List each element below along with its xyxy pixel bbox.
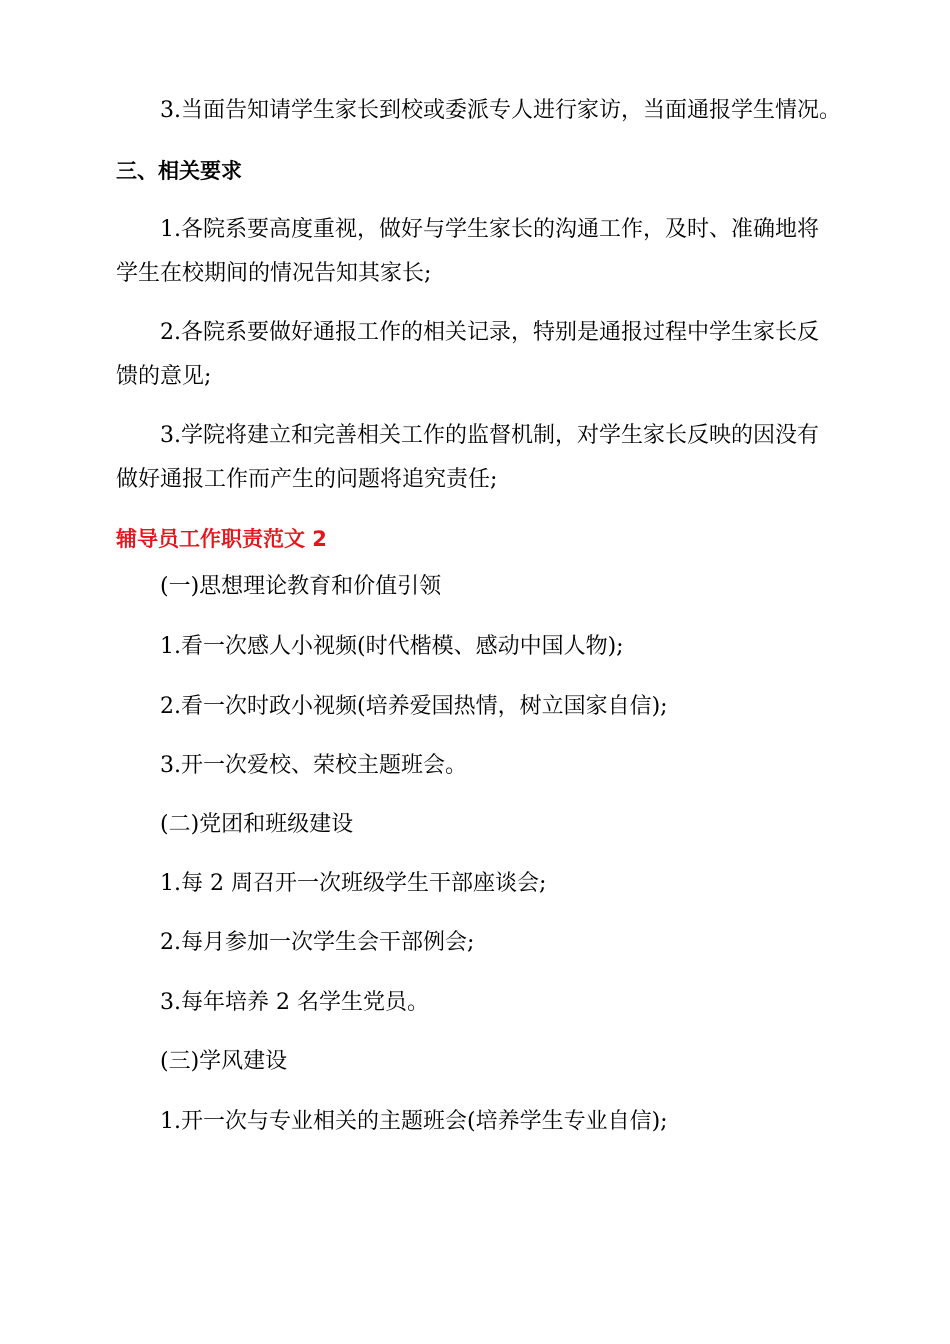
paragraph-item-3-line-2: 做好通报工作而产生的问题将追究责任; — [116, 467, 498, 492]
paragraph-item-2-line-2: 馈的意见; — [116, 364, 212, 389]
paragraph-item-1-line-2: 学生在校期间的情况告知其家长; — [116, 261, 432, 286]
paragraph-item-2-line-1: 2.各院系要做好通报工作的相关记录，特别是通报过程中学生家长反 — [160, 320, 819, 345]
paragraph-item-3-home-visit: 3.当面告知请学生家长到校或委派专人进行家访，当面通报学生情况。 — [160, 98, 841, 123]
subheading-ideology-education: (一)思想理论教育和价值引领 — [160, 574, 442, 599]
list-item: 2.看一次时政小视频(培养爱国热情，树立国家自信); — [160, 694, 668, 719]
list-item: 1.开一次与专业相关的主题班会(培养学生专业自信); — [160, 1109, 668, 1134]
list-item: 3.开一次爱校、荣校主题班会。 — [160, 753, 467, 778]
list-item: 1.看一次感人小视频(时代楷模、感动中国人物); — [160, 634, 624, 659]
section-heading-sample-2: 辅导员工作职责范文 2 — [116, 527, 327, 551]
list-item: 2.每月参加一次学生会干部例会; — [160, 930, 475, 955]
paragraph-item-3-line-1: 3.学院将建立和完善相关工作的监督机制，对学生家长反映的因没有 — [160, 423, 819, 448]
list-item: 1.每 2 周召开一次班级学生干部座谈会; — [160, 871, 547, 896]
section-heading-requirements: 三、相关要求 — [116, 159, 242, 183]
paragraph-item-1-line-1: 1.各院系要高度重视，做好与学生家长的沟通工作，及时、准确地将 — [160, 217, 819, 242]
subheading-party-class-building: (二)党团和班级建设 — [160, 812, 354, 837]
subheading-study-culture: (三)学风建设 — [160, 1049, 288, 1074]
list-item: 3.每年培养 2 名学生党员。 — [160, 990, 429, 1015]
